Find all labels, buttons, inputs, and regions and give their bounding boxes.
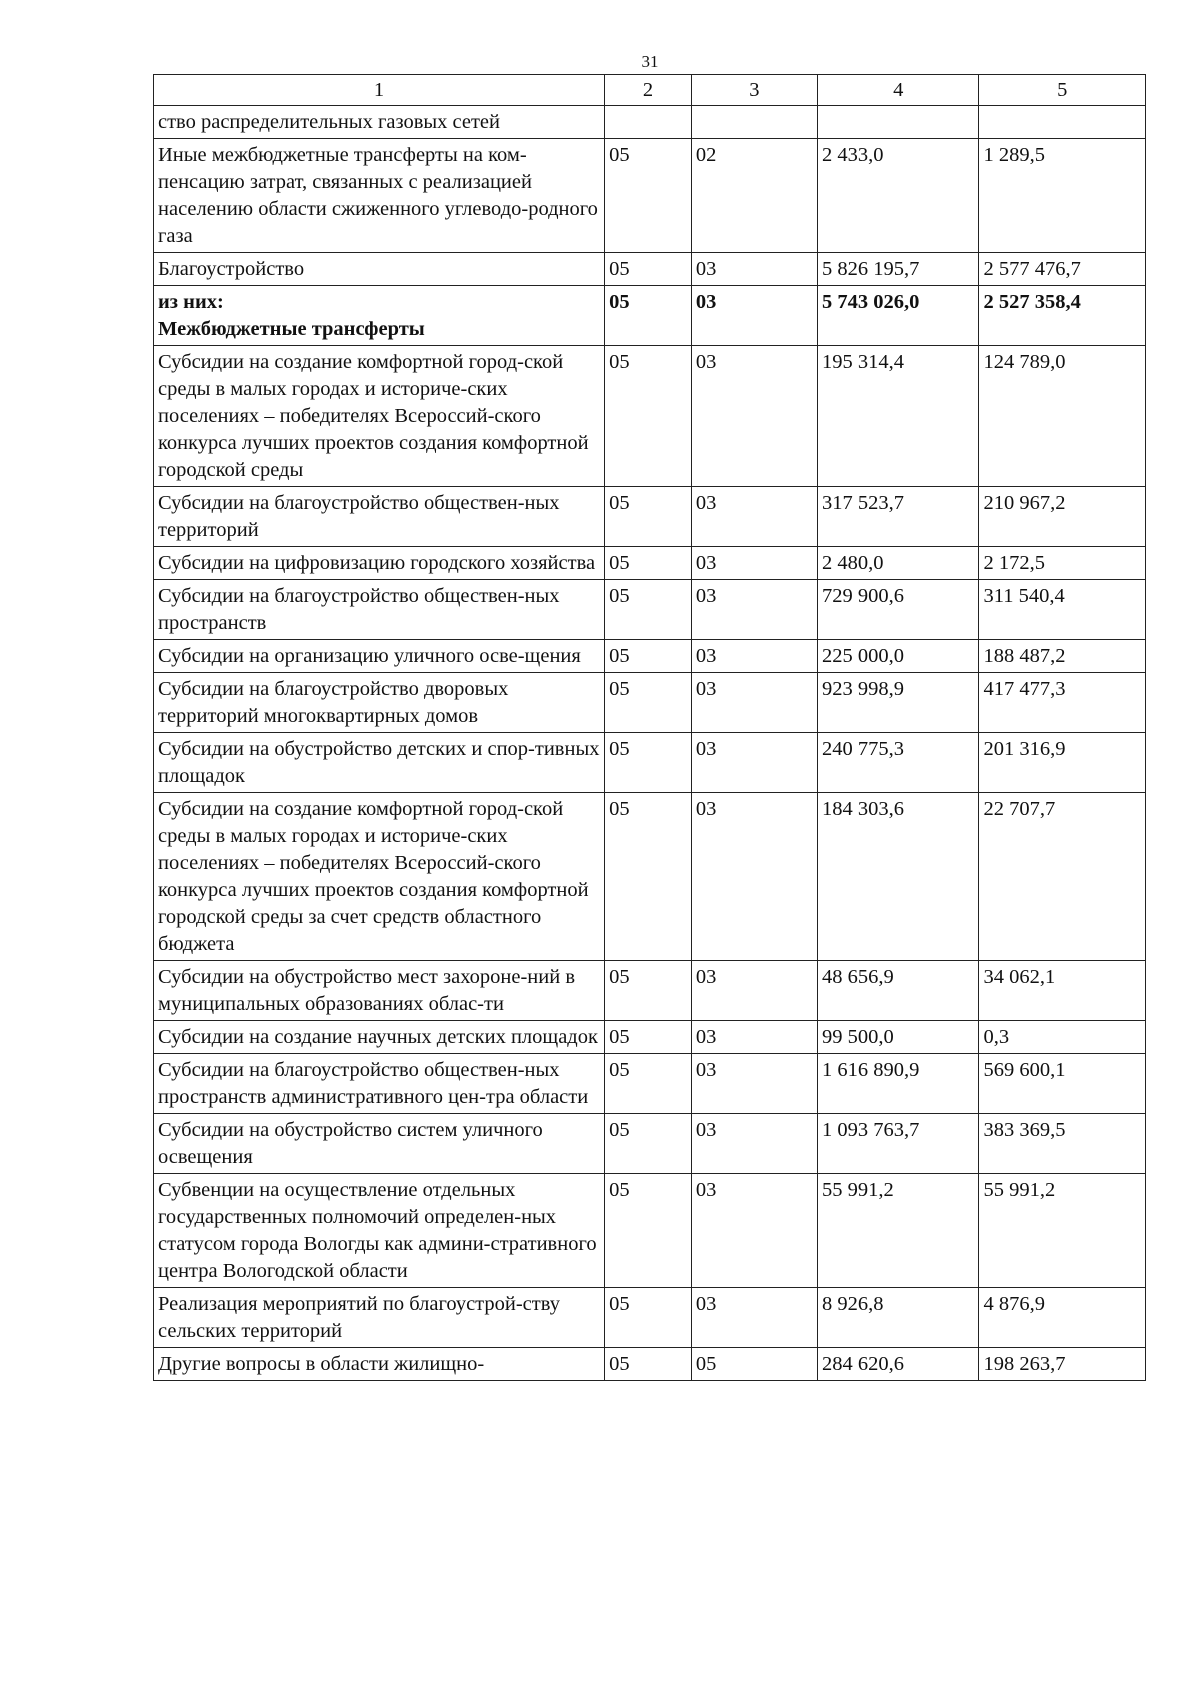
row-value-col4: 317 523,7: [818, 487, 979, 547]
table-row: [154, 580, 1146, 640]
table-row: [154, 106, 1146, 139]
row-description: Субсидии на благоустройство обществен-ных пространств административного цен-тра области: [154, 1054, 605, 1114]
table-header-row: [154, 75, 1146, 106]
table-row: [154, 673, 1146, 733]
table-row: [154, 733, 1146, 793]
row-description: Субсидии на обустройство детских и спор-тивных площадок: [154, 733, 605, 793]
column-header-2: 2: [605, 75, 692, 106]
row-subsection-code: 03: [691, 733, 817, 793]
row-value-col5: 383 369,5: [979, 1114, 1146, 1174]
column-header-3: 3: [691, 75, 817, 106]
row-section-code: 05: [605, 487, 692, 547]
table-row: [154, 1288, 1146, 1348]
table-row: [154, 346, 1146, 487]
row-value-col4: 5 826 195,7: [818, 253, 979, 286]
row-value-col4: 1 093 763,7: [818, 1114, 979, 1174]
page-number: 31: [641, 52, 659, 71]
row-subsection-code: 03: [691, 346, 817, 487]
row-value-col4: 225 000,0: [818, 640, 979, 673]
row-section-code: 05: [605, 286, 692, 346]
row-subsection-code: 02: [691, 139, 817, 253]
row-value-col5: 34 062,1: [979, 961, 1146, 1021]
row-subsection-code: 03: [691, 1021, 817, 1054]
row-description: из них: Межбюджетные трансферты: [154, 286, 605, 346]
row-value-col5: 188 487,2: [979, 640, 1146, 673]
row-section-code: [605, 106, 692, 139]
row-description: Субсидии на создание комфортной город-ской среды в малых городах и историче-ских поселениях – победителях Всероссий-ского конкурса лучших проектов создания комфортной городской среды за счет средств областного бюджета: [154, 793, 605, 961]
row-value-col4: 8 926,8: [818, 1288, 979, 1348]
table-row: [154, 961, 1146, 1021]
row-section-code: 05: [605, 1348, 692, 1381]
row-value-col5: 2 577 476,7: [979, 253, 1146, 286]
table-row: [154, 253, 1146, 286]
row-value-col5: 198 263,7: [979, 1348, 1146, 1381]
column-header-1: 1: [154, 75, 605, 106]
row-section-code: 05: [605, 640, 692, 673]
row-section-code: 05: [605, 961, 692, 1021]
row-section-code: 05: [605, 346, 692, 487]
row-subsection-code: 03: [691, 1174, 817, 1288]
row-section-code: 05: [605, 253, 692, 286]
row-subsection-code: 03: [691, 286, 817, 346]
column-header-5: 5: [979, 75, 1146, 106]
row-section-code: 05: [605, 547, 692, 580]
row-value-col4: 48 656,9: [818, 961, 979, 1021]
table-row: [154, 1021, 1146, 1054]
column-header-4: 4: [818, 75, 979, 106]
row-section-code: 05: [605, 1288, 692, 1348]
row-value-col4: [818, 106, 979, 139]
row-subsection-code: 05: [691, 1348, 817, 1381]
row-section-code: 05: [605, 733, 692, 793]
row-subsection-code: 03: [691, 1114, 817, 1174]
table-row: [154, 793, 1146, 961]
row-subsection-code: 03: [691, 673, 817, 733]
row-description: Субсидии на организацию уличного осве-щения: [154, 640, 605, 673]
row-section-code: 05: [605, 1174, 692, 1288]
row-value-col4: 195 314,4: [818, 346, 979, 487]
row-value-col5: 2 172,5: [979, 547, 1146, 580]
row-value-col4: 55 991,2: [818, 1174, 979, 1288]
row-value-col5: 1 289,5: [979, 139, 1146, 253]
row-value-col5: 210 967,2: [979, 487, 1146, 547]
row-subsection-code: 03: [691, 1288, 817, 1348]
row-value-col5: 311 540,4: [979, 580, 1146, 640]
row-value-col5: 124 789,0: [979, 346, 1146, 487]
row-value-col5: 22 707,7: [979, 793, 1146, 961]
row-value-col4: 284 620,6: [818, 1348, 979, 1381]
row-section-code: 05: [605, 139, 692, 253]
row-section-code: 05: [605, 580, 692, 640]
row-value-col5: 417 477,3: [979, 673, 1146, 733]
table-row: [154, 1114, 1146, 1174]
row-subsection-code: 03: [691, 547, 817, 580]
row-description: Реализация мероприятий по благоустрой-ству сельских территорий: [154, 1288, 605, 1348]
row-subsection-code: 03: [691, 580, 817, 640]
table-row: [154, 487, 1146, 547]
row-value-col4: 99 500,0: [818, 1021, 979, 1054]
budget-table: [153, 74, 1146, 1381]
table-row: [154, 1348, 1146, 1381]
table-row: [154, 1054, 1146, 1114]
row-description: Субсидии на благоустройство дворовых территорий многоквартирных домов: [154, 673, 605, 733]
row-description: ство распределительных газовых сетей: [154, 106, 605, 139]
row-subsection-code: 03: [691, 487, 817, 547]
row-value-col4: 1 616 890,9: [818, 1054, 979, 1114]
row-description: Субсидии на благоустройство обществен-ных пространств: [154, 580, 605, 640]
row-value-col4: 240 775,3: [818, 733, 979, 793]
row-value-col4: 2 480,0: [818, 547, 979, 580]
row-subsection-code: 03: [691, 253, 817, 286]
row-value-col5: [979, 106, 1146, 139]
table-row: [154, 640, 1146, 673]
row-section-code: 05: [605, 673, 692, 733]
row-description: Субсидии на создание комфортной город-ской среды в малых городах и историче-ских поселениях – победителях Всероссий-ского конкурса лучших проектов создания комфортной городской среды: [154, 346, 605, 487]
row-subsection-code: [691, 106, 817, 139]
row-value-col4: 729 900,6: [818, 580, 979, 640]
row-section-code: 05: [605, 1114, 692, 1174]
row-description: Иные межбюджетные трансферты на ком-пенсацию затрат, связанных с реализацией населению области сжиженного углеводо-родного газа: [154, 139, 605, 253]
row-description: Субсидии на цифровизацию городского хозяйства: [154, 547, 605, 580]
row-section-code: 05: [605, 793, 692, 961]
row-description: Субсидии на создание научных детских площадок: [154, 1021, 605, 1054]
row-subsection-code: 03: [691, 640, 817, 673]
row-description: Субвенции на осуществление отдельных государственных полномочий определен-ных статусом города Вологды как админи-стративного центра Вологодской области: [154, 1174, 605, 1288]
row-subsection-code: 03: [691, 961, 817, 1021]
row-subsection-code: 03: [691, 793, 817, 961]
table-row: [154, 139, 1146, 253]
row-value-col4: 184 303,6: [818, 793, 979, 961]
row-description: Субсидии на обустройство мест захороне-ний в муниципальных образованиях облас-ти: [154, 961, 605, 1021]
row-description: Субсидии на обустройство систем уличного освещения: [154, 1114, 605, 1174]
row-value-col5: 55 991,2: [979, 1174, 1146, 1288]
row-subsection-code: 03: [691, 1054, 817, 1114]
row-value-col5: 4 876,9: [979, 1288, 1146, 1348]
row-value-col5: 2 527 358,4: [979, 286, 1146, 346]
row-value-col4: 2 433,0: [818, 139, 979, 253]
row-description: Благоустройство: [154, 253, 605, 286]
row-section-code: 05: [605, 1054, 692, 1114]
table-row: [154, 547, 1146, 580]
row-value-col5: 201 316,9: [979, 733, 1146, 793]
table-row: [154, 1174, 1146, 1288]
row-value-col4: 5 743 026,0: [818, 286, 979, 346]
row-value-col4: 923 998,9: [818, 673, 979, 733]
row-value-col5: 0,3: [979, 1021, 1146, 1054]
table-row: [154, 286, 1146, 346]
row-section-code: 05: [605, 1021, 692, 1054]
row-value-col5: 569 600,1: [979, 1054, 1146, 1114]
table-body: [154, 106, 1146, 1381]
row-description: Другие вопросы в области жилищно-: [154, 1348, 605, 1381]
row-description: Субсидии на благоустройство обществен-ных территорий: [154, 487, 605, 547]
